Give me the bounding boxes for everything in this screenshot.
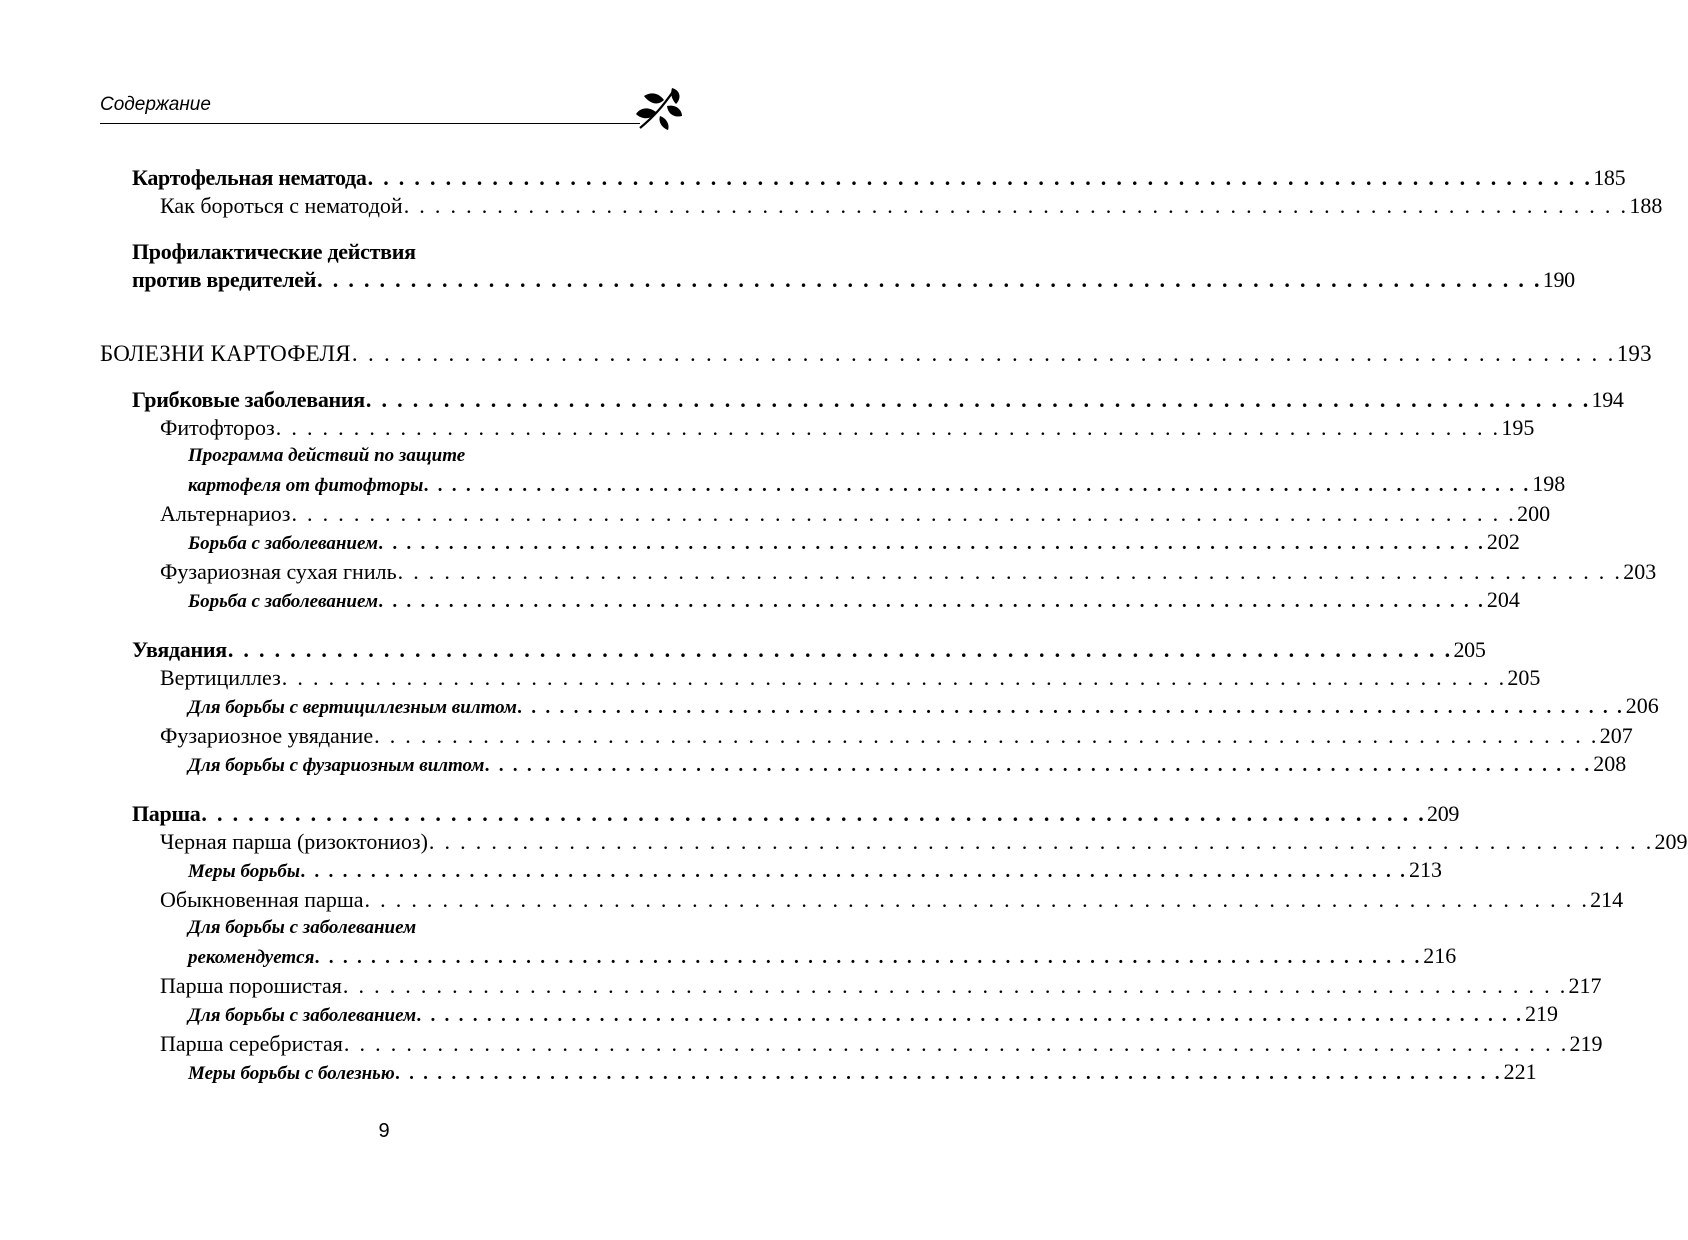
toc-entry-verticillium[interactable]	[100, 664, 1541, 692]
toc-entry-title-line1: Для борьбы с заболеванием	[188, 917, 417, 938]
toc-entry-page: 209	[1427, 801, 1460, 826]
toc-entry-title: Парша порошистая	[160, 973, 342, 998]
toc-entry-title: Меры борьбы	[188, 861, 301, 882]
toc-leader-dots: . . . . . . . . . . . . . . . . . . . . . . . . . . . . . . . . . . . . . . . . . . . . . . . . . . . . . . . . . . . . . . . . . . . . . . . . . . . . . . .	[374, 723, 1599, 748]
toc-leader-dots: . . . . . . . . . . . . . . . . . . . . . . . . . . . . . . . . . . . . . . . . . . . . . . . . . . . . . . . . . . . . . . . . . . . . . . . . . . . . . . .	[351, 341, 1616, 366]
toc-entry-page: 200	[1517, 501, 1551, 526]
toc-leader-dots: . . . . . . . . . . . . . . . . . . . . . . . . . . . . . . . . . . . . . . . . . . . . . . . . . . . . . . . . . . . . . . . . . . . . . . . . . . . . . . .	[275, 415, 1501, 440]
toc-entry-fusarium-dry-rot[interactable]	[100, 558, 1657, 586]
toc-entry-page: 208	[1593, 751, 1627, 776]
toc-leader-dots: . . . . . . . . . . . . . . . . . . . . . . . . . . . . . . . . . . . . . . . . . . . . . . . . . . . . . . . . . . . . . . . . . . . . . . . . . . . . . . .	[378, 533, 1486, 554]
toc-entry-control-measures-1[interactable]	[100, 856, 1442, 886]
toc-entry-page: 214	[1590, 887, 1624, 912]
toc-entry-protection-program[interactable]	[100, 470, 1566, 500]
toc-entry-title: Вертициллез	[160, 665, 281, 690]
toc-entry-page: 205	[1453, 637, 1486, 662]
toc-entry-title: Для борьбы с заболеванием	[188, 1005, 417, 1026]
toc-entry-fusarium-wilt[interactable]	[100, 722, 1633, 750]
toc-leader-dots: . . . . . . . . . . . . . . . . . . . . . . . . . . . . . . . . . . . . . . . . . . . . . . . . . . . . . . . . . . . . . . . . . . . . . . . . . . . . . . .	[378, 591, 1486, 612]
toc-entry-title: Альтернариоз	[160, 501, 291, 526]
toc-entry-phytophthora[interactable]	[100, 414, 1535, 442]
toc-entry-page: 219	[1524, 1001, 1558, 1026]
toc-entry-title: Черная парша (ризоктониоз)	[160, 829, 428, 854]
toc-entry-page: 221	[1503, 1059, 1537, 1084]
toc-entry-prevention[interactable]	[100, 266, 1575, 294]
toc-entry-page: 198	[1532, 471, 1566, 496]
toc-entry-title: Парша серебристая	[160, 1031, 343, 1056]
toc-entry-protection-program-line1	[100, 442, 640, 470]
toc-entry-page: 190	[1542, 267, 1575, 292]
toc-section-potato-diseases[interactable]	[100, 340, 1652, 368]
toc-entry-title: Борьба с заболеванием	[188, 591, 378, 612]
toc-entry-page: 204	[1486, 587, 1520, 612]
toc-entry-title: Парша	[132, 801, 201, 826]
toc-entry-title-line1: Профилактические действия	[132, 239, 416, 264]
table-of-contents	[100, 164, 1688, 1088]
toc-entry-title: Фузариозная сухая гниль	[160, 559, 397, 584]
toc-entry-title: Для борьбы с вертициллезным вилтом	[188, 697, 517, 718]
toc-entry-title: Увядания	[132, 637, 227, 662]
toc-leader-dots: . . . . . . . . . . . . . . . . . . . . . . . . . . . . . . . . . . . . . . . . . . . . . . . . . . . . . . . . . . . . . . . . . . . . . . . . . . . . . . .	[403, 193, 1629, 218]
toc-entry-powdery-scab[interactable]	[100, 972, 1602, 1000]
toc-entry-title: Фитофтороз	[160, 415, 275, 440]
toc-entry-title: картофеля от фитофторы	[188, 475, 424, 496]
toc-leader-dots: . . . . . . . . . . . . . . . . . . . . . . . . . . . . . . . . . . . . . . . . . . . . . . . . . . . . . . . . . . . . . . . . . . . . . . . . . . . . . . .	[315, 947, 1423, 968]
toc-entry-page: 216	[1423, 943, 1457, 968]
toc-entry-title-line1: Программа действий по защите	[188, 445, 466, 466]
toc-leader-dots: . . . . . . . . . . . . . . . . . . . . . . . . . . . . . . . . . . . . . . . . . . . . . . . . . . . . . . . . . . . . . . . . . . . . . . . . . . . . . . .	[343, 1031, 1569, 1056]
header-rule	[100, 123, 640, 124]
toc-entry-title: Борьба с заболеванием	[188, 533, 378, 554]
toc-entry-black-scurf[interactable]	[100, 828, 1688, 856]
toc-entry-title: Меры борьбы с болезнью	[188, 1063, 395, 1084]
toc-entry-page: 188	[1629, 193, 1663, 218]
toc-entry-disease-control-1[interactable]	[100, 528, 1520, 558]
toc-leader-dots: . . . . . . . . . . . . . . . . . . . . . . . . . . . . . . . . . . . . . . . . . . . . . . . . . . . . . . . . . . . . . . . . . . . . . . . . . . . . . . .	[201, 801, 1427, 826]
toc-leader-dots: . . . . . . . . . . . . . . . . . . . . . . . . . . . . . . . . . . . . . . . . . . . . . . . . . . . . . . . . . . . . . . . . . . . . . . . . . . . . . . .	[227, 637, 1453, 662]
toc-entry-title: Как бороться с нематодой	[160, 193, 403, 218]
toc-entry-page: 209	[1654, 829, 1688, 854]
toc-entry-recommended[interactable]	[100, 942, 1457, 972]
toc-entry-page: 205	[1507, 665, 1541, 690]
toc-entry-wilts[interactable]	[100, 636, 1486, 664]
toc-entry-page: 207	[1599, 723, 1633, 748]
toc-leader-dots: . . . . . . . . . . . . . . . . . . . . . . . . . . . . . . . . . . . . . . . . . . . . . . . . . . . . . . . . . . . . . . . . . . . . . . . . . . . . . . .	[397, 559, 1623, 584]
toc-leader-dots: . . . . . . . . . . . . . . . . . . . . . . . . . . . . . . . . . . . . . . . . . . . . . . . . . . . . . . . . . . . . . . . . . . . . . . . . . . . . . . .	[424, 475, 1532, 496]
toc-entry-page: 213	[1408, 857, 1442, 882]
toc-entry-page: 185	[1593, 165, 1626, 190]
toc-entry-fusarium-control[interactable]	[100, 750, 1627, 780]
toc-leader-dots: . . . . . . . . . . . . . . . . . . . . . . . . . . . . . . . . . . . . . . . . . . . . . . . . . . . . . . . . . . . . . . . . . . . . . . . . . . . . . . .	[485, 755, 1593, 776]
toc-entry-page: 193	[1616, 341, 1652, 366]
toc-entry-page: 194	[1591, 387, 1624, 412]
header-title: Содержание	[100, 94, 211, 115]
leaf-icon	[634, 84, 684, 132]
page-number: 9	[378, 1120, 390, 1142]
toc-entry-prevention-line1	[100, 238, 640, 266]
toc-leader-dots: . . . . . . . . . . . . . . . . . . . . . . . . . . . . . . . . . . . . . . . . . . . . . . . . . . . . . . . . . . . . . . . . . . . . . . . . . . . . . . .	[301, 861, 1408, 882]
toc-entry-title: против вредителей	[132, 267, 317, 292]
toc-entry-fungal-diseases[interactable]	[100, 386, 1624, 414]
toc-entry-page: 219	[1569, 1031, 1603, 1056]
toc-entry-disease-control-2[interactable]	[100, 586, 1520, 616]
toc-entry-page: 195	[1501, 415, 1535, 440]
toc-entry-potato-nematode[interactable]	[100, 164, 1626, 192]
toc-entry-page: 203	[1623, 559, 1657, 584]
toc-leader-dots: . . . . . . . . . . . . . . . . . . . . . . . . . . . . . . . . . . . . . . . . . . . . . . . . . . . . . . . . . . . . . . . . . . . . . . . . . . . . . . .	[317, 267, 1542, 292]
toc-entry-scab[interactable]	[100, 800, 1460, 828]
toc-entry-title: Обыкновенная парша	[160, 887, 364, 912]
toc-entry-title: Грибковые заболевания	[132, 387, 365, 412]
toc-entry-title: Для борьбы с фузариозным вилтом	[188, 755, 485, 776]
toc-entry-recommended-line1	[100, 914, 640, 942]
toc-entry-common-scab[interactable]	[100, 886, 1624, 914]
toc-leader-dots: . . . . . . . . . . . . . . . . . . . . . . . . . . . . . . . . . . . . . . . . . . . . . . . . . . . . . . . . . . . . . . . . . . . . . . . . . . . . . . .	[395, 1063, 1503, 1084]
toc-leader-dots: . . . . . . . . . . . . . . . . . . . . . . . . . . . . . . . . . . . . . . . . . . . . . . . . . . . . . . . . . . . . . . . . . . . . . . . . . . . . . . .	[517, 697, 1625, 718]
toc-leader-dots: . . . . . . . . . . . . . . . . . . . . . . . . . . . . . . . . . . . . . . . . . . . . . . . . . . . . . . . . . . . . . . . . . . . . . . . . . . . . . . .	[342, 973, 1568, 998]
toc-entry-title: Картофельная нематода	[132, 165, 367, 190]
toc-leader-dots: . . . . . . . . . . . . . . . . . . . . . . . . . . . . . . . . . . . . . . . . . . . . . . . . . . . . . . . . . . . . . . . . . . . . . . . . . . . . . . .	[417, 1005, 1524, 1026]
toc-entry-disease-control-measures[interactable]	[100, 1058, 1537, 1088]
toc-entry-page: 202	[1486, 529, 1520, 554]
toc-section-title: БОЛЕЗНИ КАРТОФЕЛЯ	[100, 341, 351, 366]
toc-leader-dots: . . . . . . . . . . . . . . . . . . . . . . . . . . . . . . . . . . . . . . . . . . . . . . . . . . . . . . . . . . . . . . . . . . . . . . . . . . . . . . .	[364, 887, 1590, 912]
toc-leader-dots: . . . . . . . . . . . . . . . . . . . . . . . . . . . . . . . . . . . . . . . . . . . . . . . . . . . . . . . . . . . . . . . . . . . . . . . . . . . . . . .	[367, 165, 1593, 190]
toc-entry-nematode-control[interactable]	[100, 192, 1663, 220]
toc-leader-dots: . . . . . . . . . . . . . . . . . . . . . . . . . . . . . . . . . . . . . . . . . . . . . . . . . . . . . . . . . . . . . . . . . . . . . . . . . . . . . . .	[428, 829, 1654, 854]
toc-leader-dots: . . . . . . . . . . . . . . . . . . . . . . . . . . . . . . . . . . . . . . . . . . . . . . . . . . . . . . . . . . . . . . . . . . . . . . . . . . . . . . .	[281, 665, 1507, 690]
toc-entry-silver-scurf[interactable]	[100, 1030, 1603, 1058]
page-header	[100, 94, 640, 126]
toc-leader-dots: . . . . . . . . . . . . . . . . . . . . . . . . . . . . . . . . . . . . . . . . . . . . . . . . . . . . . . . . . . . . . . . . . . . . . . . . . . . . . . .	[365, 387, 1591, 412]
toc-entry-disease-control-3[interactable]	[100, 1000, 1558, 1030]
toc-entry-page: 217	[1568, 973, 1602, 998]
toc-entry-title: рекомендуется	[188, 947, 315, 968]
toc-entry-verticillium-control[interactable]	[100, 692, 1659, 722]
toc-entry-title: Фузариозное увядание	[160, 723, 374, 748]
toc-leader-dots: . . . . . . . . . . . . . . . . . . . . . . . . . . . . . . . . . . . . . . . . . . . . . . . . . . . . . . . . . . . . . . . . . . . . . . . . . . . . . . .	[291, 501, 1517, 526]
toc-entry-alternaria[interactable]	[100, 500, 1551, 528]
toc-entry-page: 206	[1625, 693, 1659, 718]
